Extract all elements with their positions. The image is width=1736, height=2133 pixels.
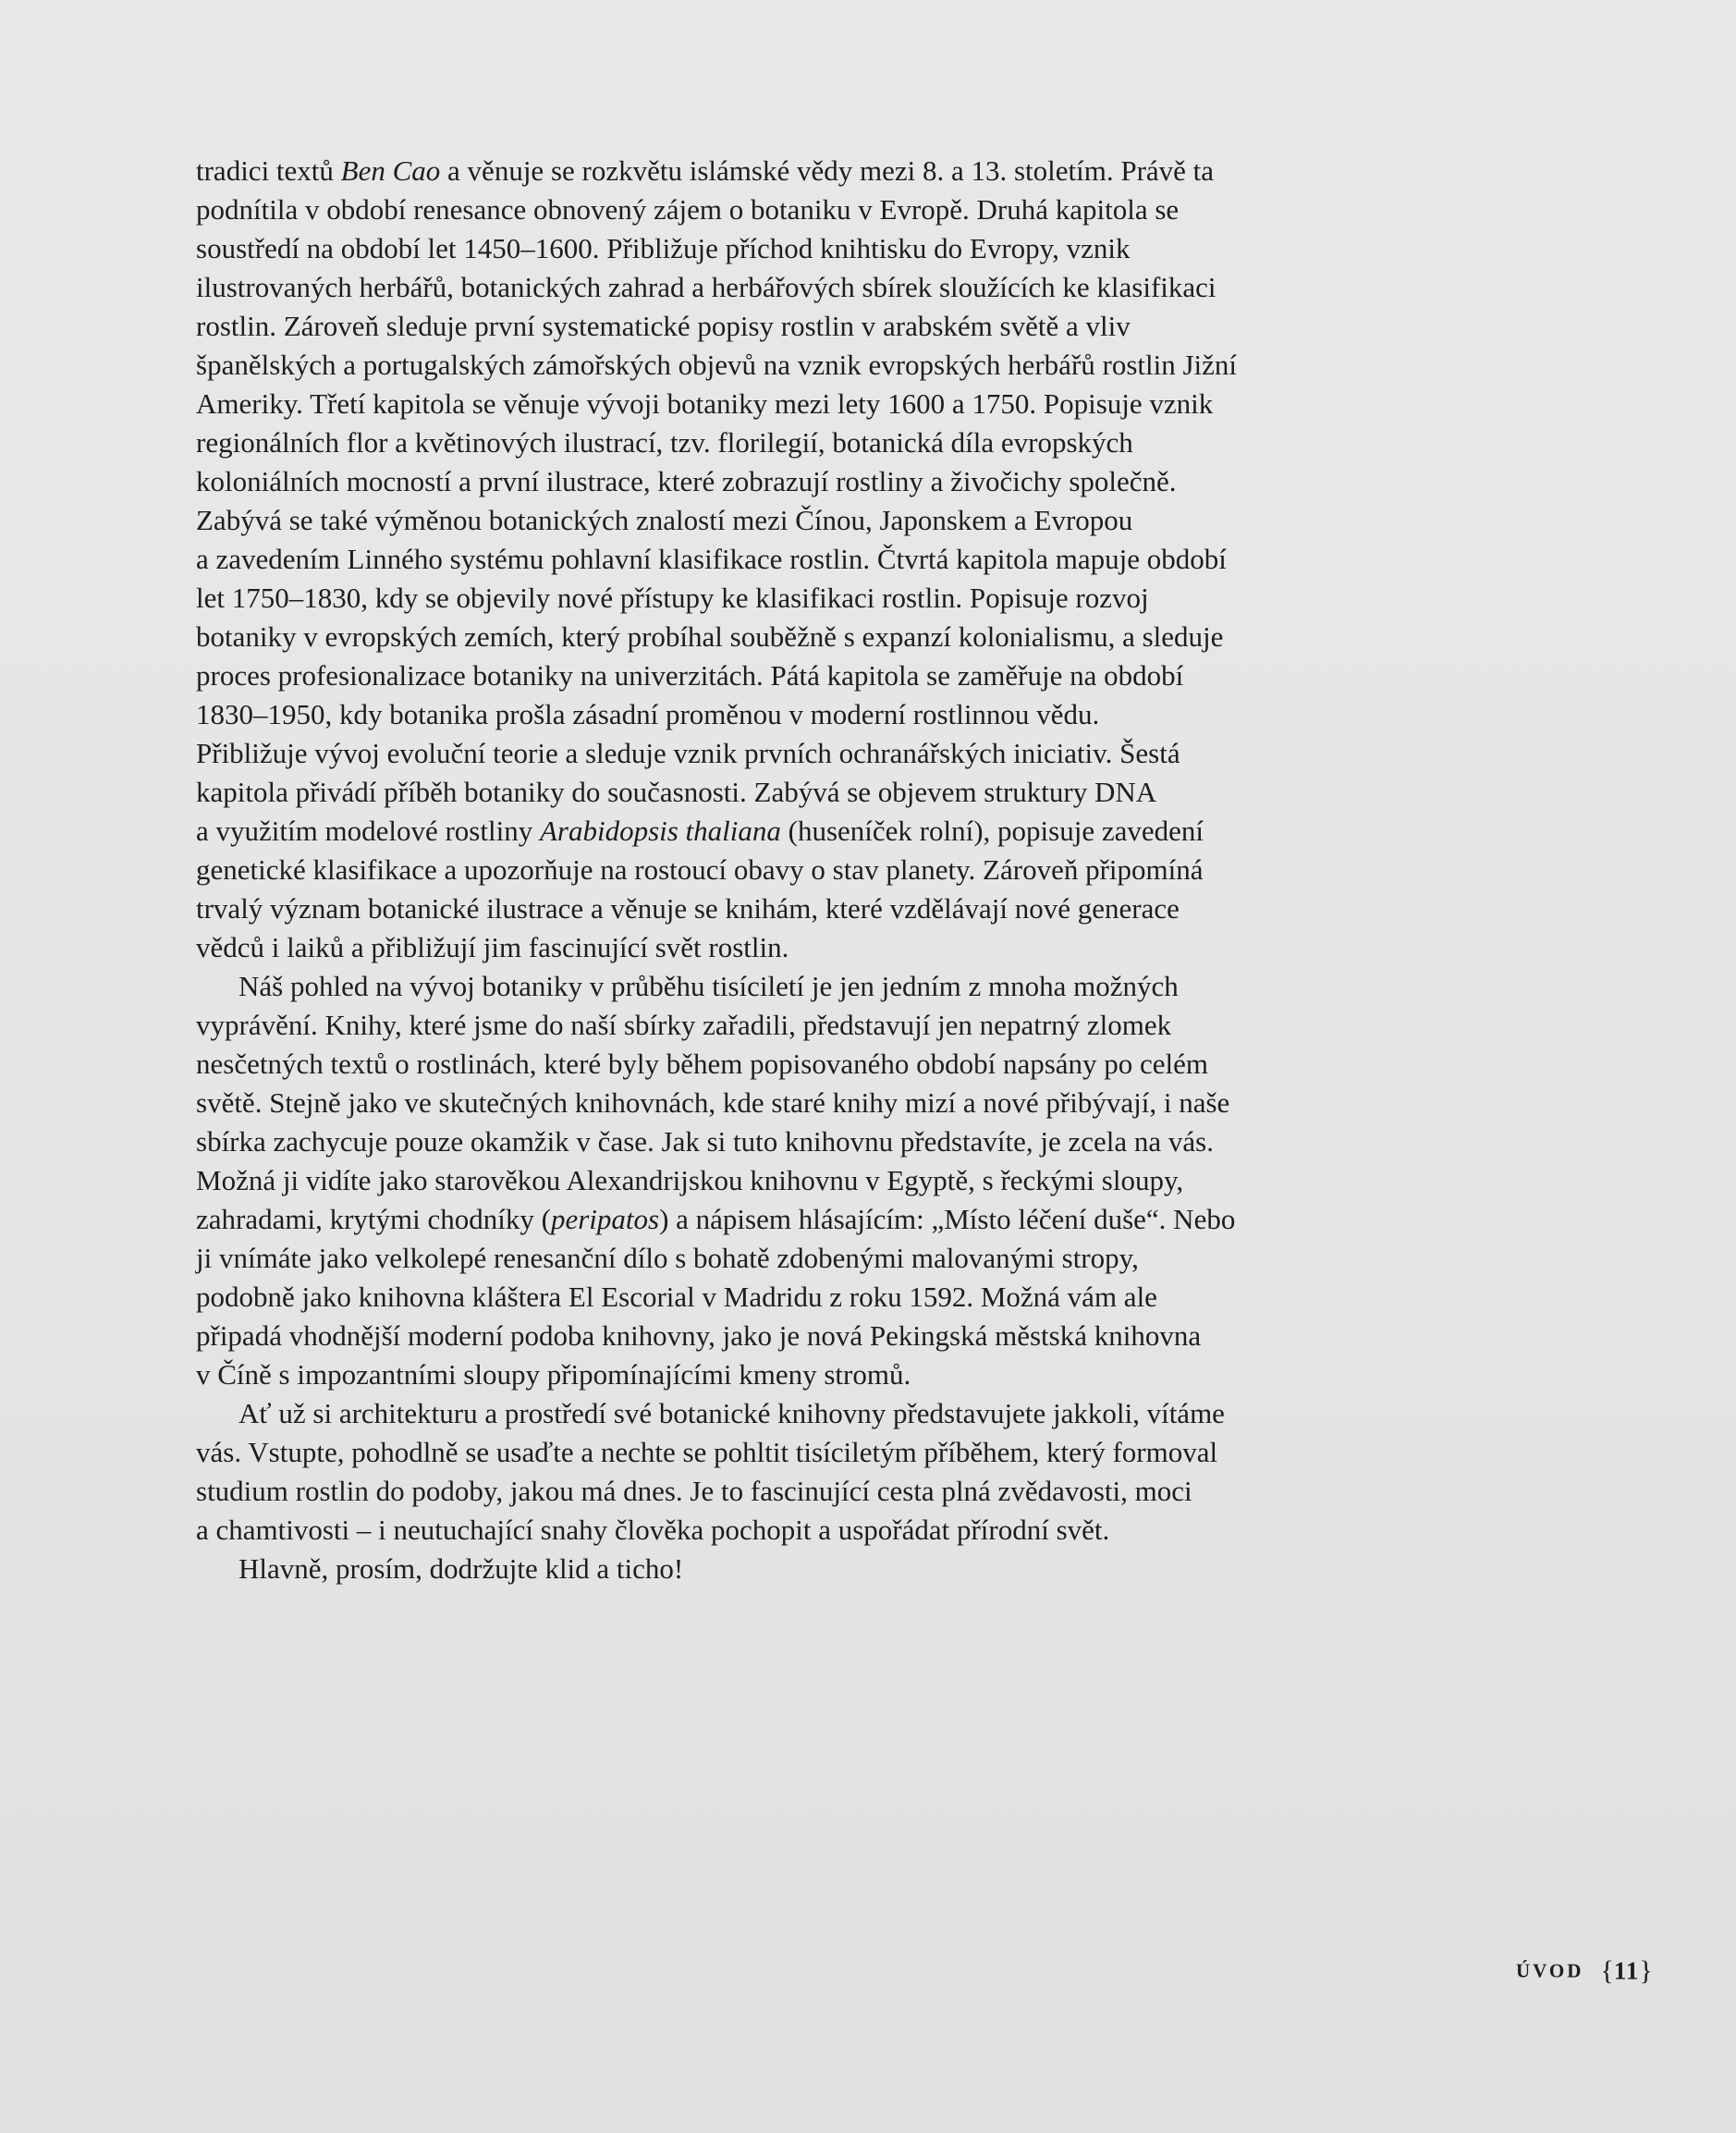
text-run: ) a nápisem hlásajícím: „Místo léčení duše“. Nebo [659, 1203, 1236, 1235]
body-text [196, 152, 1342, 1588]
text-line [196, 152, 1342, 190]
text-line [196, 928, 1342, 967]
text-run: koloniálních mocností a první ilustrace, které zobrazují rostliny a živočichy společně. [196, 465, 1177, 497]
text-line [196, 1084, 1342, 1122]
text-line [196, 812, 1342, 851]
text-line [196, 1122, 1342, 1161]
running-footer [1516, 1955, 1653, 1987]
text-line [196, 346, 1342, 385]
text-line [196, 889, 1342, 928]
paragraph [196, 967, 1342, 1394]
text-run: vyprávění. Knihy, které jsme do naší sbírky zařadili, představují jen nepatrný zlomek [196, 1009, 1172, 1041]
text-line [196, 1161, 1342, 1200]
text-run: (huseníček rolní), popisuje zavedení [780, 815, 1204, 847]
text-line [196, 1355, 1342, 1394]
text-run: genetické klasifikace a upozorňuje na rostoucí obavy o stav planety. Zároveň připomíná [196, 853, 1204, 886]
paragraph [196, 1394, 1342, 1550]
text-line [196, 967, 1342, 1006]
text-run: studium rostlin do podoby, jakou má dnes. Je to fascinující cesta plná zvědavosti, moci [196, 1475, 1192, 1507]
text-run: a využitím modelové rostliny [196, 815, 540, 847]
text-run: nesčetných textů o rostlinách, které byly během popisovaného období napsány po celém [196, 1048, 1209, 1080]
text-line [196, 385, 1342, 423]
section-title: ÚVOD [1516, 1959, 1584, 1982]
text-run: proces profesionalizace botaniky na univerzitách. Pátá kapitola se zaměřuje na období [196, 659, 1184, 692]
text-run: rostlin. Zároveň sleduje první systematické popisy rostlin v arabském světě a vliv [196, 310, 1131, 342]
text-run: v Číně s impozantními sloupy připomínajícími kmeny stromů. [196, 1358, 911, 1391]
text-run: ilustrovaných herbářů, botanických zahrad a herbářových sbírek sloužících ke klasifikaci [196, 271, 1216, 303]
text-line [196, 540, 1342, 579]
text-run: Náš pohled na vývoj botaniky v průběhu tisíciletí je jen jedním z mnoha možných [238, 970, 1179, 1002]
text-run: Hlavně, prosím, dodržujte klid a ticho! [238, 1552, 684, 1585]
text-run: sbírka zachycuje pouze okamžik v čase. Jak si tuto knihovnu představíte, je zcela na vás. [196, 1125, 1214, 1158]
text-run: Ať už si architekturu a prostředí své botanické knihovny představujete jakkoli, vítáme [238, 1397, 1225, 1429]
text-line [196, 1433, 1342, 1472]
text-run: a věnuje se rozkvětu islámské vědy mezi 8. a 13. stoletím. Právě ta [440, 154, 1215, 187]
paragraph [196, 1550, 1342, 1588]
italic-text: Arabidopsis thaliana [539, 815, 781, 847]
open-brace: { [1600, 1955, 1614, 1986]
text-line [196, 268, 1342, 307]
page-number: 11 [1613, 1956, 1640, 1985]
text-line [196, 1394, 1342, 1433]
text-line [196, 1550, 1342, 1588]
text-run: ji vnímáte jako velkolepé renesanční dílo s bohatě zdobenými malovanými stropy, [196, 1242, 1139, 1274]
text-run: světě. Stejně jako ve skutečných knihovnách, kde staré knihy mizí a nové přibývají, i naše [196, 1086, 1230, 1119]
text-run: Možná ji vidíte jako starověkou Alexandrijskou knihovnu v Egyptě, s řeckými sloupy, [196, 1164, 1184, 1196]
text-run: 1830–1950, kdy botanika prošla zásadní proměnou v moderní rostlinnou vědu. [196, 698, 1100, 730]
text-run: zahradami, krytými chodníky ( [196, 1203, 551, 1235]
text-run: vědců i laiků a přibližují jim fascinující svět rostlin. [196, 931, 789, 963]
text-run: botaniky v evropských zemích, který probíhal souběžně s expanzí kolonialismu, a sleduje [196, 620, 1224, 653]
text-line [196, 307, 1342, 346]
text-run: španělských a portugalských zámořských objevů na vznik evropských herbářů rostlin Jižní [196, 349, 1238, 381]
text-line [196, 773, 1342, 812]
close-brace: } [1639, 1955, 1653, 1986]
paragraph [196, 152, 1342, 967]
text-line [196, 851, 1342, 889]
text-line [196, 695, 1342, 734]
text-line [196, 1239, 1342, 1278]
text-line [196, 190, 1342, 229]
text-run: připadá vhodnější moderní podoba knihovny, jako je nová Pekingská městská knihovna [196, 1319, 1202, 1352]
text-run: podobně jako knihovna kláštera El Escorial v Madridu z roku 1592. Možná vám ale [196, 1281, 1157, 1313]
text-line [196, 1511, 1342, 1550]
text-line [196, 1472, 1342, 1511]
text-line [196, 501, 1342, 540]
text-line [196, 656, 1342, 695]
text-run: trvalý význam botanické ilustrace a věnuje se knihám, které vzdělávají nové generace [196, 892, 1180, 925]
text-line [196, 579, 1342, 618]
text-run: podnítila v období renesance obnovený zájem o botaniku v Evropě. Druhá kapitola se [196, 193, 1180, 226]
text-run: Přibližuje vývoj evoluční teorie a sleduje vznik prvních ochranářských iniciativ. Šestá [196, 737, 1180, 769]
text-run: Ameriky. Třetí kapitola se věnuje vývoji botaniky mezi lety 1600 a 1750. Popisuje vznik [196, 387, 1214, 420]
text-run: Zabývá se také výměnou botanických znalostí mezi Čínou, Japonskem a Evropou [196, 504, 1133, 536]
text-run: let 1750–1830, kdy se objevily nové přístupy ke klasifikaci rostlin. Popisuje rozvoj [196, 582, 1149, 614]
text-line [196, 423, 1342, 462]
text-line [196, 1317, 1342, 1355]
text-run: vás. Vstupte, pohodlně se usaďte a nechte se pohltit tisíciletým příběhem, který formoval [196, 1436, 1218, 1468]
text-line [196, 1278, 1342, 1317]
text-run: a chamtivosti – i neutuchající snahy člověka pochopit a uspořádat přírodní svět. [196, 1514, 1110, 1546]
text-run: a zavedením Linného systému pohlavní klasifikace rostlin. Čtvrtá kapitola mapuje období [196, 543, 1227, 575]
text-line [196, 734, 1342, 773]
italic-text: Ben Cao [340, 154, 441, 187]
text-line [196, 462, 1342, 501]
text-line [196, 618, 1342, 656]
text-line [196, 229, 1342, 268]
italic-text: peripatos [550, 1203, 660, 1235]
text-line [196, 1045, 1342, 1084]
text-run: tradici textů [196, 154, 341, 187]
text-line [196, 1200, 1342, 1239]
text-run: regionálních flor a květinových ilustrací, tzv. florilegií, botanická díla evropských [196, 426, 1133, 459]
text-run: soustředí na období let 1450–1600. Přibližuje příchod knihtisku do Evropy, vznik [196, 232, 1131, 264]
text-run: kapitola přivádí příběh botaniky do současnosti. Zabývá se objevem struktury DNA [196, 776, 1157, 808]
text-line [196, 1006, 1342, 1045]
